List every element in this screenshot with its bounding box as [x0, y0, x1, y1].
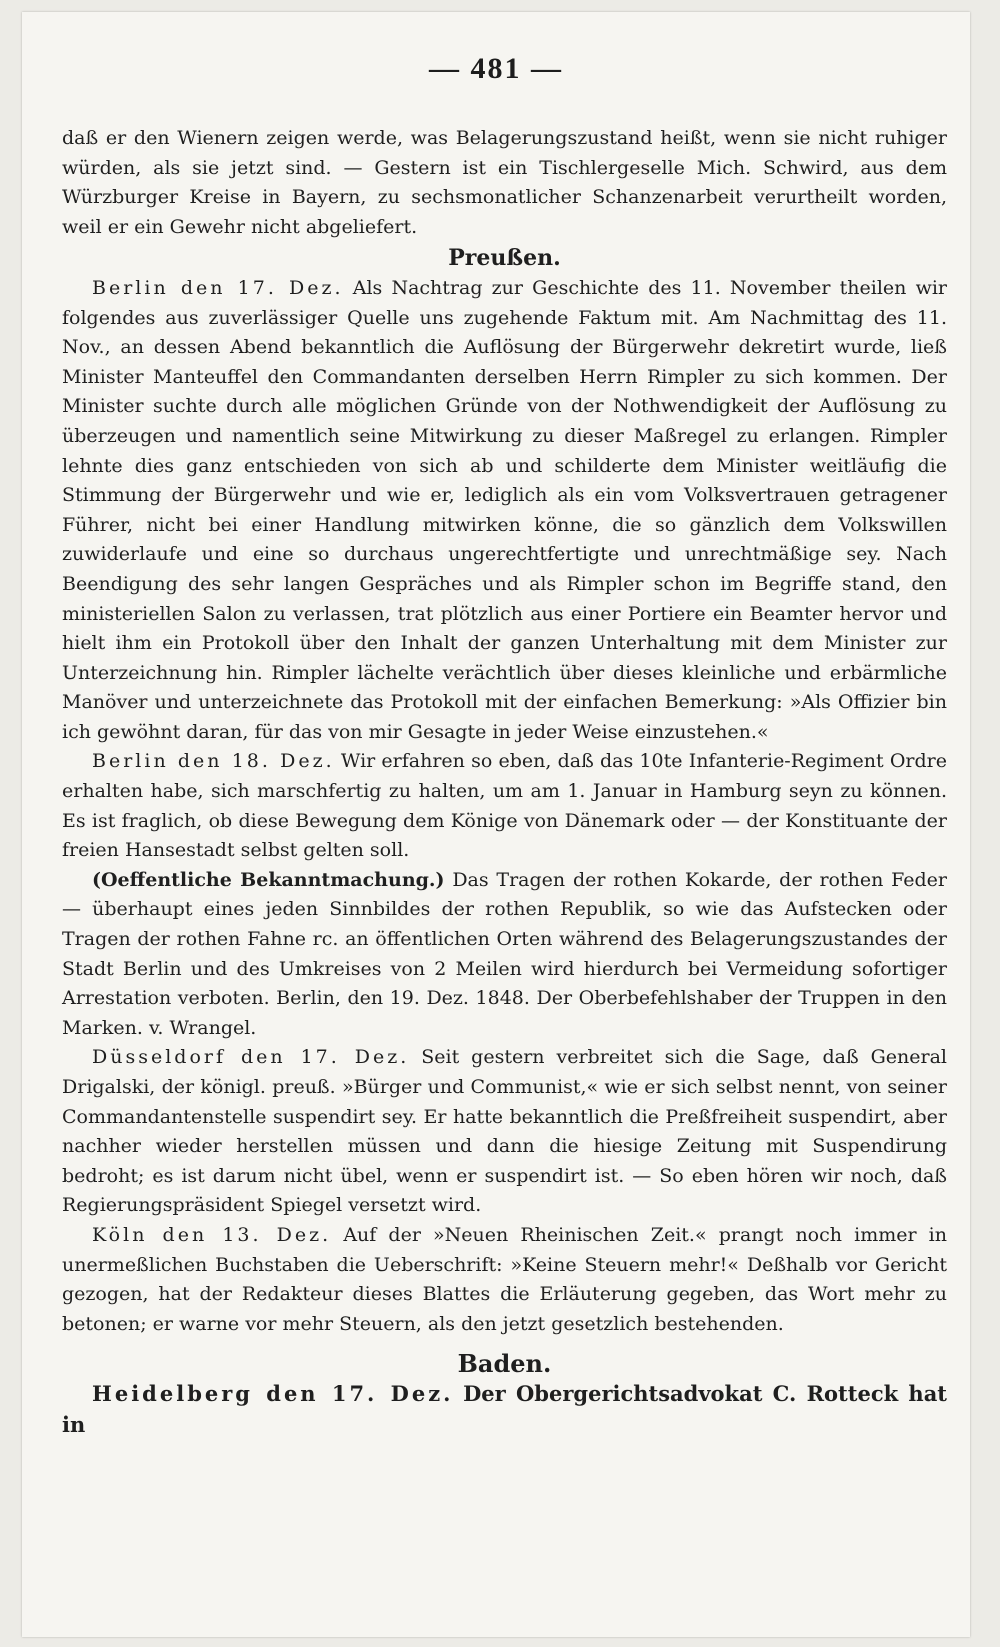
dateline: Köln den 13. Dez. [92, 1223, 332, 1246]
paragraph-heidelberg [62, 1379, 947, 1440]
paragraph-vienna: daß er den Wienern zeigen werde, was Belagerungszustand heißt, wenn sie nicht ruhiger würden, als sie jetzt sind. — Gestern ist ein Tischlergeselle Mich. Schwird, aus dem Würzburger Kreise in Bayern, zu sechsmonatlicher Schanzenarbeit verurtheilt worden, weil er ein Gewehr nicht abgeliefert. [62, 127, 947, 238]
paragraph-duesseldorf [62, 1043, 947, 1221]
paragraph-koeln [62, 1221, 947, 1339]
paragraph-text: Wir erfahren so eben, daß das 10te Infanterie-Regiment Ordre erhalten habe, sich marschfertig zu halten, um am 1. Januar in Hamburg seyn zu können. Es ist fraglich, ob diese Bewegung dem Könige von Dänemark oder — der Konstituante der freien Hansestadt selbst gelten soll. [62, 750, 947, 862]
announcement-heading: (Oeffentliche Bekanntmachung.) [92, 868, 445, 891]
paragraph-text: Auf der »Neuen Rheinischen Zeit.« prangt noch immer in unermeßlichen Buchstaben die Ueberschrift: »Keine Steuern mehr!« Deßhalb vor Gericht gezogen, hat der Redakteur dieses Blattes die Erläuterung gegeben, das Wort mehr zu betonen; er warne vor mehr Steuern, als den jetzt gesetzlich bestehenden. [62, 1223, 947, 1335]
section-heading-preussen: Preußen. [448, 245, 561, 272]
page-number: — 481 — [429, 52, 563, 85]
paragraph-berlin-17 [62, 274, 947, 748]
paragraph-text: Seit gestern verbreitet sich die Sage, daß General Drigalski, der königl. preuß. »Bürger und Communist,« wie er sich selbst nennt, von seiner Commandantenstelle suspendirt sey. Er hatte bekanntlich die Preßfreiheit suspendirt, aber nachher wieder herstellen müssen und dann die hiesige Zeitung mit Suspendirung bedroht; es ist darum nicht übel, wenn er suspendirt ist. — So eben hören wir noch, daß Regierungspräsident Spiegel versetzt wird. [62, 1046, 947, 1217]
paragraph-text: Als Nachtrag zur Geschichte des 11. November theilen wir folgendes aus zuverlässiger Quelle uns zugehende Faktum mit. Am Nachmittag des 11. Nov., an dessen Abend bekanntlich die Auflösung der Bürgerwehr dekretirt wurde, ließ Minister Manteuffel den Commandanten derselben Herrn Rimpler zu sich kommen. Der Minister suchte durch alle möglichen Gründe von der Nothwendigkeit der Auflösung zu überzeugen und namentlich seine Mitwirkung zu dieser Maßregel zu erlangen. Rimpler lehnte dies ganz entschieden von sich ab und schilderte dem Minister weitläufig die Stimmung der Bürgerwehr und wie er, lediglich als ein vom Volksvertrauen getragener Führer, nicht bei einer Handlung mitwirken könne, die so gänzlich dem Volkswillen zuwiderlaufe und eine so durchaus ungerechtfertigte und unrechtmäßige sey. Nach Beendigung des sehr langen Gespräches und als Rimpler schon im Begriffe stand, den ministeriellen Salon zu verlassen, trat plötzlich aus einer Portiere ein Beamter hervor und hielt ihm ein Protokoll über den Inhalt der ganzen Unterhaltung mit dem Minister zur Unterzeichnung hin. Rimpler lächelte verächtlich über dieses kleinliche und erbärmliche Manöver und unterzeichnete das Protokoll mit der einfachen Bemerkung: »Als Offizier bin ich gewöhnt daran, für das von mir Gesagte in jeder Weise einzustehen.« [62, 276, 947, 743]
article-body [62, 124, 947, 1440]
dateline: Düsseldorf den 17. Dez. [92, 1046, 410, 1069]
dateline: Heidelberg den 17. Dez. [92, 1380, 454, 1406]
paragraph-bekanntmachung [62, 866, 947, 1044]
newspaper-page [22, 12, 970, 1637]
section-heading-baden: Baden. [457, 1349, 552, 1379]
dateline: Berlin den 18. Dez. [92, 750, 335, 773]
paragraph-berlin-18 [62, 747, 947, 865]
dateline: Berlin den 17. Dez. [92, 276, 344, 299]
paragraph-text: Das Tragen der rothen Kokarde, der rothen Feder — überhaupt eines jeden Sinnbildes der rothen Republik, so wie das Aufstecken oder Tragen der rothen Fahne rc. an öffentlichen Orten während des Belagerungszustandes der Stadt Berlin und des Umkreises von 2 Meilen wird hierdurch bei Vermeidung sofortiger Arrestation verboten. Berlin, den 19. Dez. 1848. Der Oberbefehlshaber der Truppen in den Marken. v. Wrangel. [62, 868, 947, 1039]
paragraph-text: Der Obergerichtsadvokat C. Rotteck hat in [62, 1380, 947, 1437]
